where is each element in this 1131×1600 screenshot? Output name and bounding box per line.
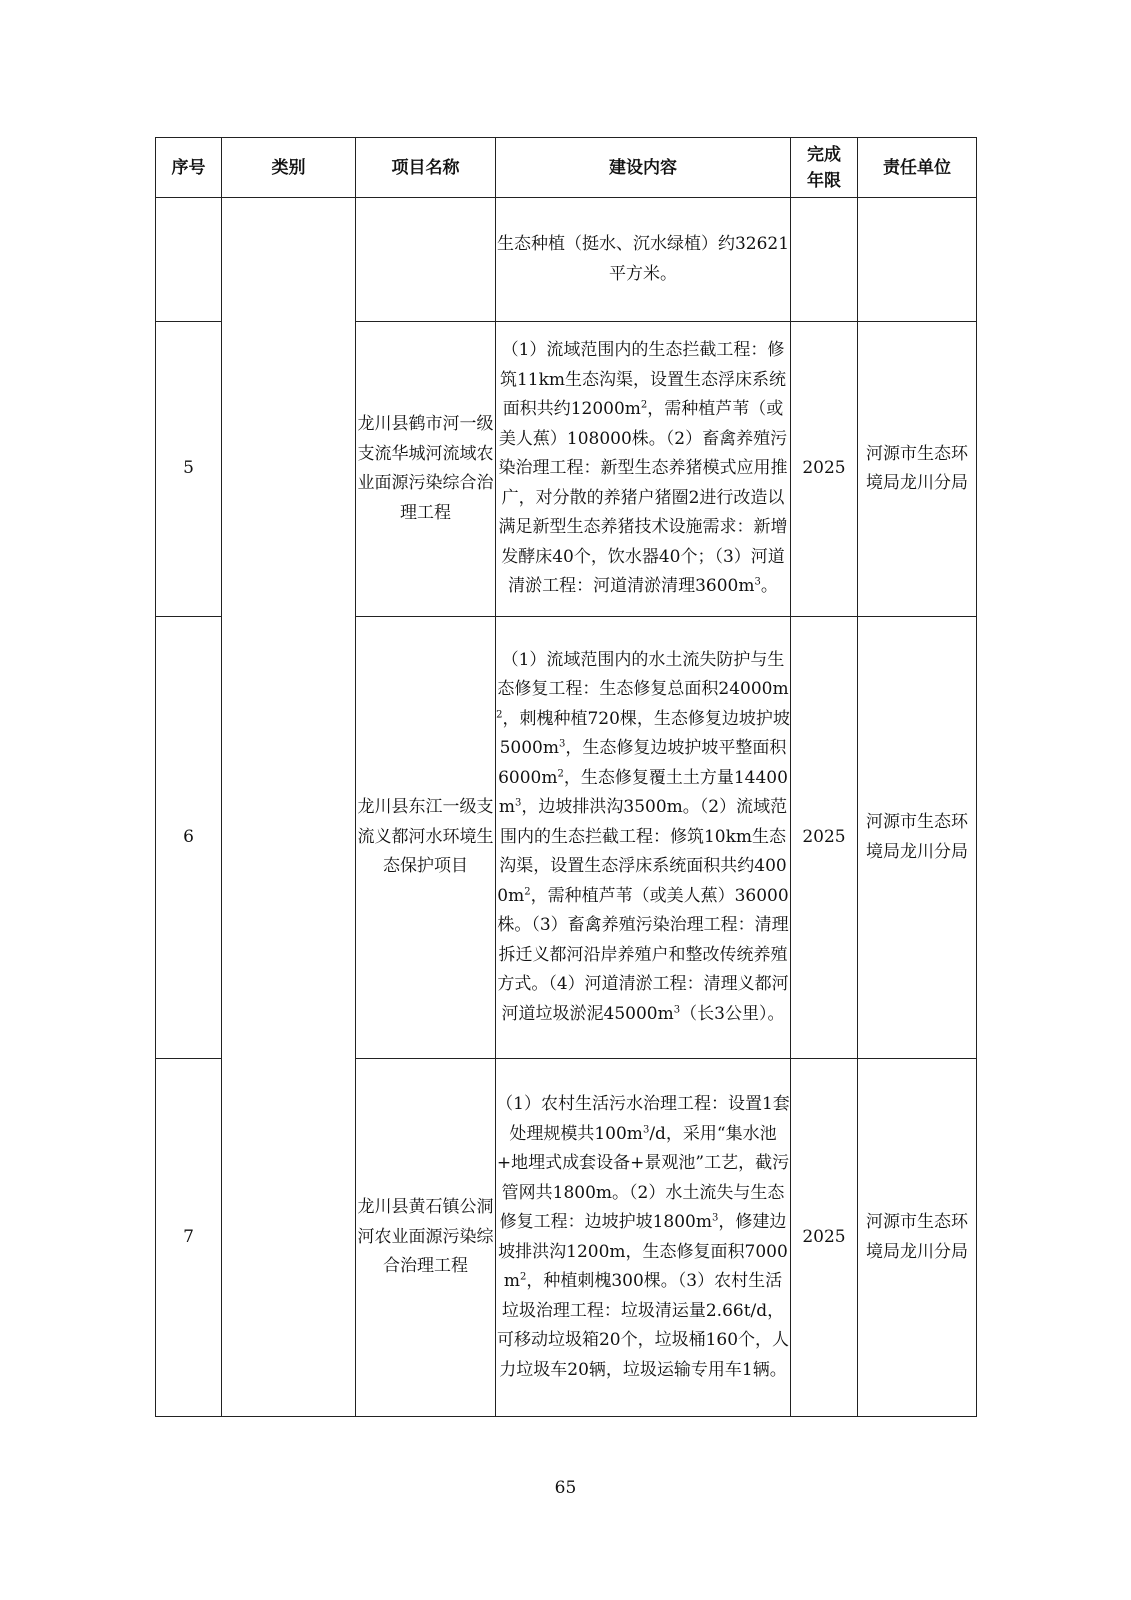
cell-index	[156, 198, 222, 322]
project-table	[155, 137, 977, 1417]
content-text: ，刺槐种植720棵，生态修复边坡护坡5000m	[499, 708, 790, 759]
content-text: ，种植刺槐300棵。（3）农村生活垃圾治理工程：垃圾清运量2.66t/d，可移动垃圾箱20个，垃圾桶160个，人力垃圾车20辆，垃圾运输专用车1辆。	[496, 1271, 790, 1380]
cell-year: 2025	[791, 322, 858, 617]
content-text: （1）流域范围内的水土流失防护与生态修复工程：生态修复总面积24000m	[497, 649, 789, 700]
cell-index: 5	[156, 322, 222, 617]
content-text: ，需种植芦苇（或美人蕉）108000株。（2）畜禽养殖污染治理工程：新型生态养猪模式应用推广，对分散的养猪户猪圈2进行改造以满足新型生态养猪技术设施需求：新增发酵床40个，饮水器40个；（3）河道清淤工程：河道清淤清理3600m	[498, 399, 788, 597]
cell-content: 生态种植（挺水、沉水绿植）约32621平方米。	[496, 198, 791, 322]
content-text: 。	[760, 576, 778, 597]
cell-name	[356, 198, 496, 322]
content-text: ，生态修复边坡护坡平整面积6000m	[498, 738, 787, 788]
cell-index: 7	[156, 1059, 222, 1417]
cell-index: 6	[156, 617, 222, 1059]
content-text: /d，采用“集水池+地埋式成套设备+景观池”工艺，截污管网共1800m。（2）水土流失与生态修复工程：边坡护坡1800m	[496, 1123, 790, 1232]
cell-category	[222, 198, 356, 1417]
cell-unit: 河源市生态环境局龙川分局	[858, 1059, 977, 1417]
superscript: 2	[524, 886, 531, 898]
header-content: 建设内容	[496, 138, 791, 198]
superscript: 2	[557, 768, 564, 780]
header-year	[791, 138, 858, 198]
page-number: 65	[554, 1478, 577, 1498]
superscript: 3	[642, 1123, 650, 1135]
cell-year: 2025	[791, 617, 858, 1059]
content-text: ，修建边坡排洪沟1200m，生态修复面积7000m	[498, 1212, 788, 1291]
superscript: 3	[515, 797, 522, 809]
content-text: ，生态修复覆土土方量14400m	[498, 767, 788, 818]
header-year-line2: 年限	[807, 170, 841, 191]
cell-unit	[858, 198, 977, 322]
superscript: 2	[496, 709, 503, 721]
cell-year: 2025	[791, 1059, 858, 1417]
table-row-continued	[156, 198, 977, 322]
cell-year	[791, 198, 858, 322]
cell-content	[496, 1059, 791, 1417]
content-text: ，需种植芦苇（或美人蕉）36000株。（3）畜禽养殖污染治理工程：清理拆迁义都河沿岸养殖户和整改传统养殖方式。（4）河道清淤工程：清理义都河河道垃圾淤泥45000m	[497, 885, 789, 1024]
header-year-line1: 完成	[807, 144, 841, 165]
content-text: （长3公里）。	[680, 1003, 785, 1024]
content-text: （1）农村生活污水治理工程：设置1套处理规模共100m	[496, 1094, 790, 1144]
header-category: 类别	[222, 138, 356, 198]
header-unit: 责任单位	[858, 138, 977, 198]
superscript: 2	[640, 399, 648, 411]
cell-content	[496, 617, 791, 1059]
cell-unit: 河源市生态环境局龙川分局	[858, 617, 977, 1059]
cell-name: 龙川县东江一级支流义都河水环境生态保护项目	[356, 617, 496, 1059]
table-header-row	[156, 138, 977, 198]
superscript: 3	[673, 1004, 681, 1016]
cell-unit: 河源市生态环境局龙川分局	[858, 322, 977, 617]
cell-name: 龙川县鹤市河一级支流华城河流域农业面源污染综合治理工程	[356, 322, 496, 617]
header-name: 项目名称	[356, 138, 496, 198]
cell-name: 龙川县黄石镇公洞河农业面源污染综合治理工程	[356, 1059, 496, 1417]
superscript: 3	[712, 1212, 719, 1224]
content-text: ，边坡排洪沟3500m。（2）流域范围内的生态拦截工程：修筑10km生态沟渠，设置生态浮床系统面积共约4000m	[497, 797, 788, 906]
superscript: 3	[559, 738, 566, 750]
cell-content	[496, 322, 791, 617]
superscript: 2	[519, 1271, 527, 1283]
header-index: 序号	[156, 138, 222, 198]
content-text: （1）流域范围内的生态拦截工程：修筑11km生态沟渠，设置生态浮床系统面积共约12000m	[499, 340, 787, 420]
superscript: 3	[754, 576, 761, 588]
